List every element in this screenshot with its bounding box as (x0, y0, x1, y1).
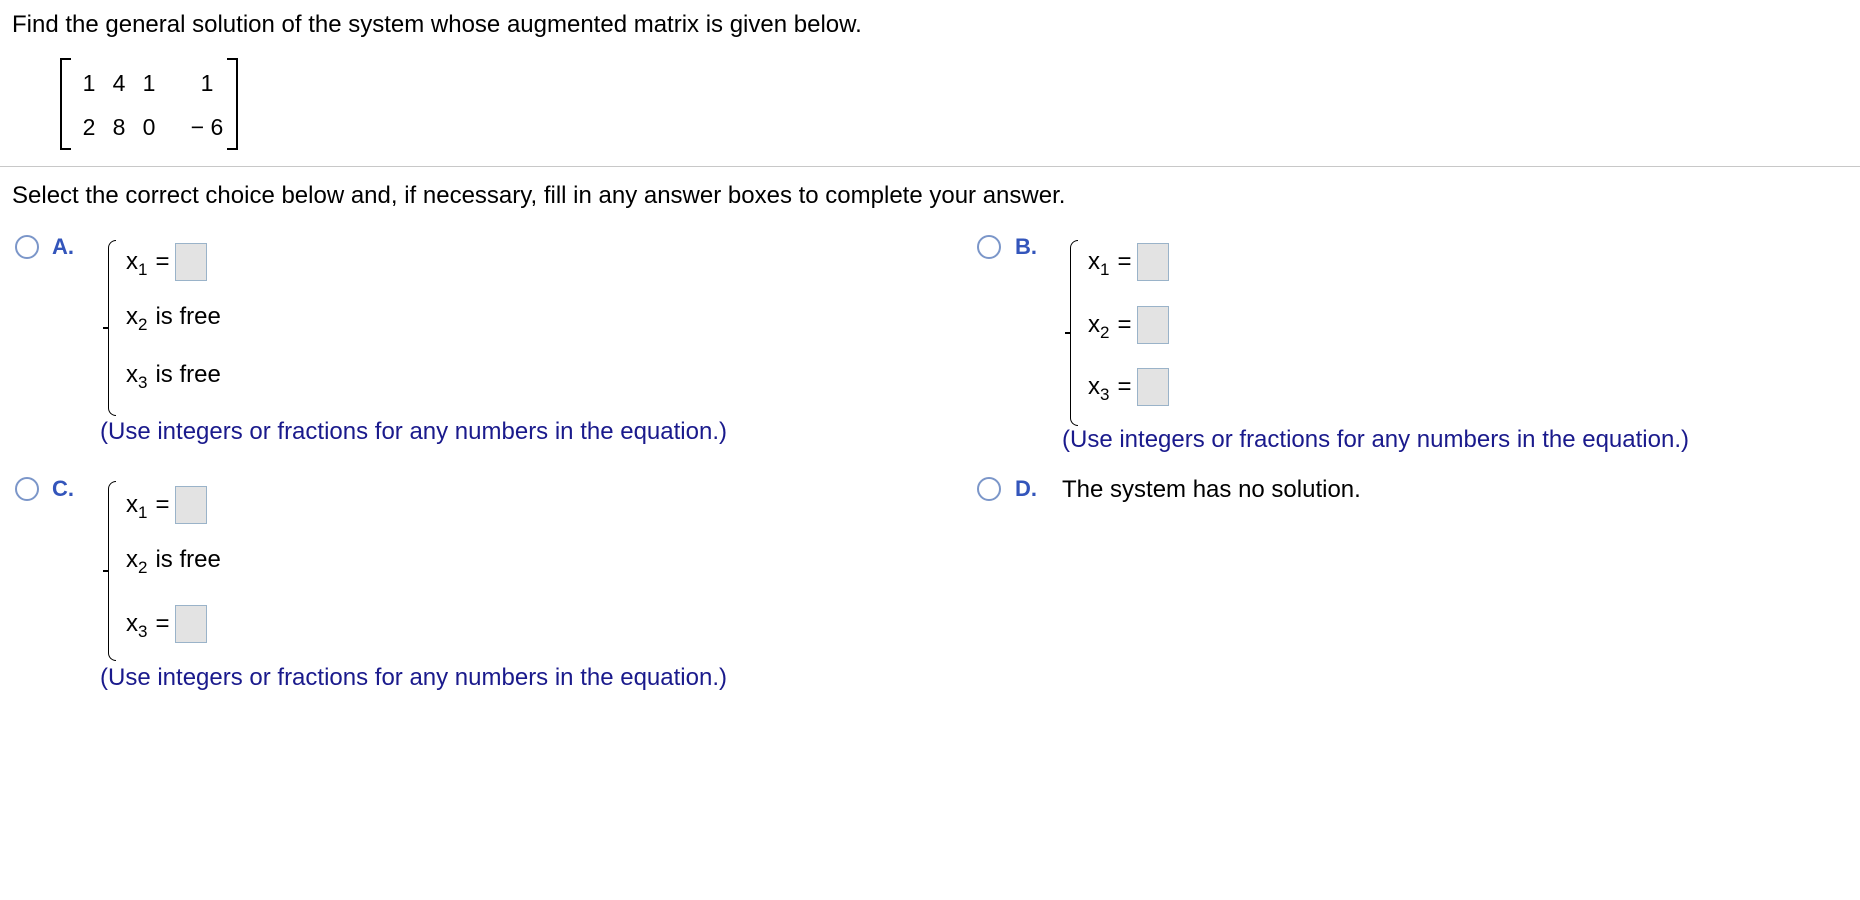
choice-c-x3-row (126, 605, 207, 643)
choice-d-radio[interactable] (977, 477, 1001, 501)
equals-sign: = (155, 491, 170, 518)
matrix-cell: 8 (112, 114, 126, 140)
choice-a-x1-row (126, 243, 207, 281)
choice-c-x1-row (126, 486, 207, 524)
variable-x1: $x_1$ (126, 491, 148, 522)
choice-a-x3-row (126, 361, 221, 392)
choice-b-x3-answer-box[interactable] (1137, 368, 1169, 406)
matrix-cell: 2 (82, 114, 96, 140)
question-text: Find the general solution of the system whose augmented matrix is given below. (12, 11, 862, 38)
choice-c-letter: C. (52, 476, 74, 501)
equals-sign: = (1117, 248, 1132, 275)
choice-b-x1-answer-box[interactable] (1137, 243, 1169, 281)
choice-c-x2-row (126, 546, 221, 577)
free-label: is free (155, 361, 221, 388)
free-label: is free (155, 303, 221, 330)
variable-x1: $x_1$ (126, 248, 148, 279)
choice-b-radio[interactable] (977, 235, 1001, 259)
variable-x3: $x_3$ (126, 361, 148, 392)
variable-x2: $x_2$ (126, 546, 148, 577)
matrix-left-bracket (60, 58, 71, 150)
choice-b-x1-row (1088, 243, 1169, 281)
choice-b-x2-row (1088, 306, 1169, 344)
choice-b-letter: B. (1015, 234, 1037, 259)
free-label: is free (155, 546, 221, 573)
matrix-cell: 1 (200, 70, 214, 96)
matrix-cell: 4 (112, 70, 126, 96)
choice-b-brace (1070, 240, 1078, 426)
variable-x2: $x_2$ (1088, 311, 1110, 342)
variable-x3: $x_3$ (126, 610, 148, 641)
matrix-cell: 1 (142, 70, 156, 96)
equals-sign: = (155, 610, 170, 637)
choice-c-hint: (Use integers or fractions for any numbers in the equation.) (100, 664, 727, 691)
variable-x1: $x_1$ (1088, 248, 1110, 279)
choice-d-text: The system has no solution. (1062, 476, 1361, 503)
matrix-cell: − 6 (190, 114, 224, 140)
choice-b-hint: (Use integers or fractions for any numbers in the equation.) (1062, 426, 1689, 453)
choice-c-radio[interactable] (15, 477, 39, 501)
instruction-text: Select the correct choice below and, if necessary, fill in any answer boxes to complete your answer. (12, 182, 1066, 209)
choice-a-brace (108, 240, 116, 416)
choice-d-letter: D. (1015, 476, 1037, 501)
equals-sign: = (1117, 373, 1132, 400)
equals-sign: = (155, 248, 170, 275)
divider (0, 166, 1860, 167)
choice-a-radio[interactable] (15, 235, 39, 259)
choice-b-x2-answer-box[interactable] (1137, 306, 1169, 344)
choice-a-hint: (Use integers or fractions for any numbers in the equation.) (100, 418, 727, 445)
variable-x3: $x_3$ (1088, 373, 1110, 404)
matrix-cell: 0 (142, 114, 156, 140)
choice-b-x3-row (1088, 368, 1169, 406)
augmented-matrix (60, 58, 238, 150)
matrix-cell: 1 (82, 70, 96, 96)
choice-a-x2-row (126, 303, 221, 334)
choice-a-x1-answer-box[interactable] (175, 243, 207, 281)
choice-c-brace (108, 481, 116, 661)
choice-b-brace-tip (1065, 332, 1071, 334)
choice-a-brace-tip (103, 327, 109, 329)
choice-c-x3-answer-box[interactable] (175, 605, 207, 643)
choice-c-x1-answer-box[interactable] (175, 486, 207, 524)
equals-sign: = (1117, 311, 1132, 338)
choice-a-letter: A. (52, 234, 74, 259)
choice-c-brace-tip (103, 570, 109, 572)
variable-x2: $x_2$ (126, 303, 148, 334)
